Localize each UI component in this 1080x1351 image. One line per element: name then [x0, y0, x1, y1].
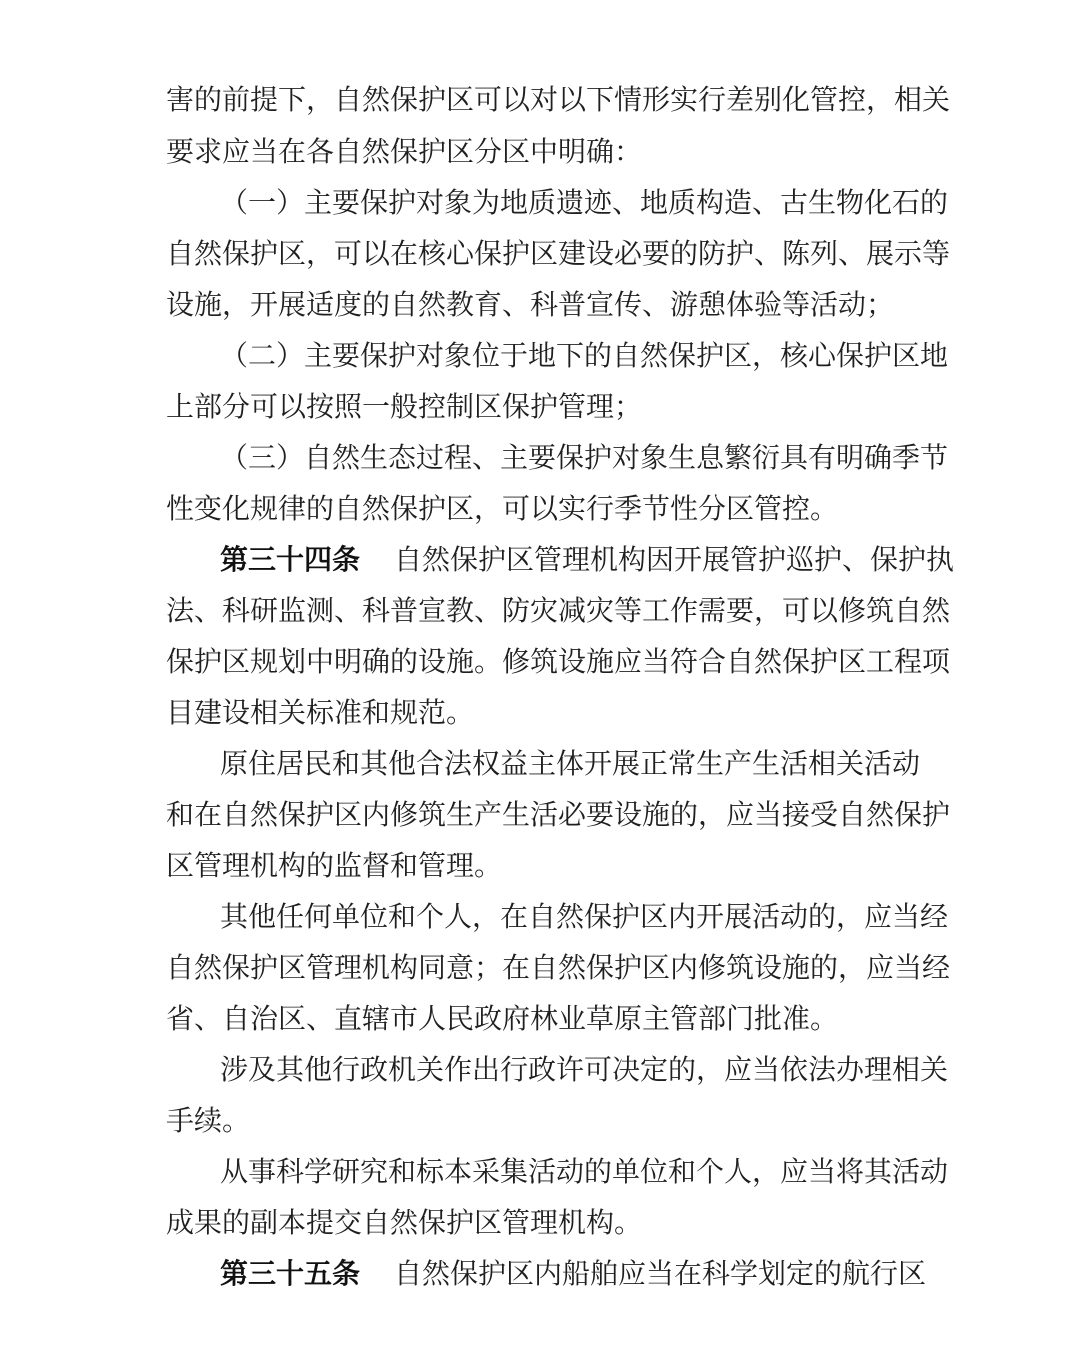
text-line: 其他任何单位和个人，在自然保护区内开展活动的，应当经: [220, 900, 949, 933]
text-line: 害的前提下，自然保护区可以对以下情形实行差别化管控，相关: [166, 83, 951, 116]
text-line: 自然保护区，可以在核心保护区建设必要的防护、陈列、展示等: [166, 237, 951, 270]
text-line: 自然保护区内船舶应当在科学划定的航行区: [394, 1257, 927, 1290]
text-line: 省、自治区、直辖市人民政府林业草原主管部门批准。: [166, 1002, 839, 1035]
article-34-first-line: [220, 535, 955, 585]
text-line: 自然保护区管理机构因开展管护巡护、保护执: [394, 543, 955, 576]
text-line: 自然保护区管理机构同意；在自然保护区内修筑设施的，应当经: [166, 951, 951, 984]
article-heading: 第三十四条: [220, 543, 361, 576]
text-line: 性变化规律的自然保护区，可以实行季节性分区管控。: [166, 492, 839, 525]
text-line: （一）主要保护对象为地质遗迹、地质构造、古生物化石的: [220, 186, 949, 219]
text-line: 目建设相关标准和规范。: [166, 696, 475, 729]
text-line: 成果的副本提交自然保护区管理机构。: [166, 1206, 643, 1239]
text-line: （二）主要保护对象位于地下的自然保护区，核心保护区地: [220, 339, 949, 372]
text-line: 从事科学研究和标本采集活动的单位和个人，应当将其活动: [220, 1155, 949, 1188]
text-line: 原住居民和其他合法权益主体开展正常生产生活相关活动: [220, 747, 921, 780]
text-line: 法、科研监测、科普宣教、防灾减灾等工作需要，可以修筑自然: [166, 594, 951, 627]
text-line: 涉及其他行政机关作出行政许可决定的，应当依法办理相关: [220, 1053, 949, 1086]
article-heading: 第三十五条: [220, 1257, 361, 1290]
text-line: 和在自然保护区内修筑生产生活必要设施的，应当接受自然保护: [166, 798, 951, 831]
article-35-first-line: [220, 1249, 927, 1299]
text-line: 要求应当在各自然保护区分区中明确：: [166, 135, 643, 168]
text-line: 设施，开展适度的自然教育、科普宣传、游憩体验等活动；: [166, 288, 895, 321]
text-line: 上部分可以按照一般控制区保护管理；: [166, 390, 643, 423]
text-line: 手续。: [166, 1104, 251, 1137]
text-line: （三）自然生态过程、主要保护对象生息繁衍具有明确季节: [220, 441, 949, 474]
text-line: 区管理机构的监督和管理。: [166, 849, 503, 882]
text-line: 保护区规划中明确的设施。修筑设施应当符合自然保护区工程项: [166, 645, 951, 678]
